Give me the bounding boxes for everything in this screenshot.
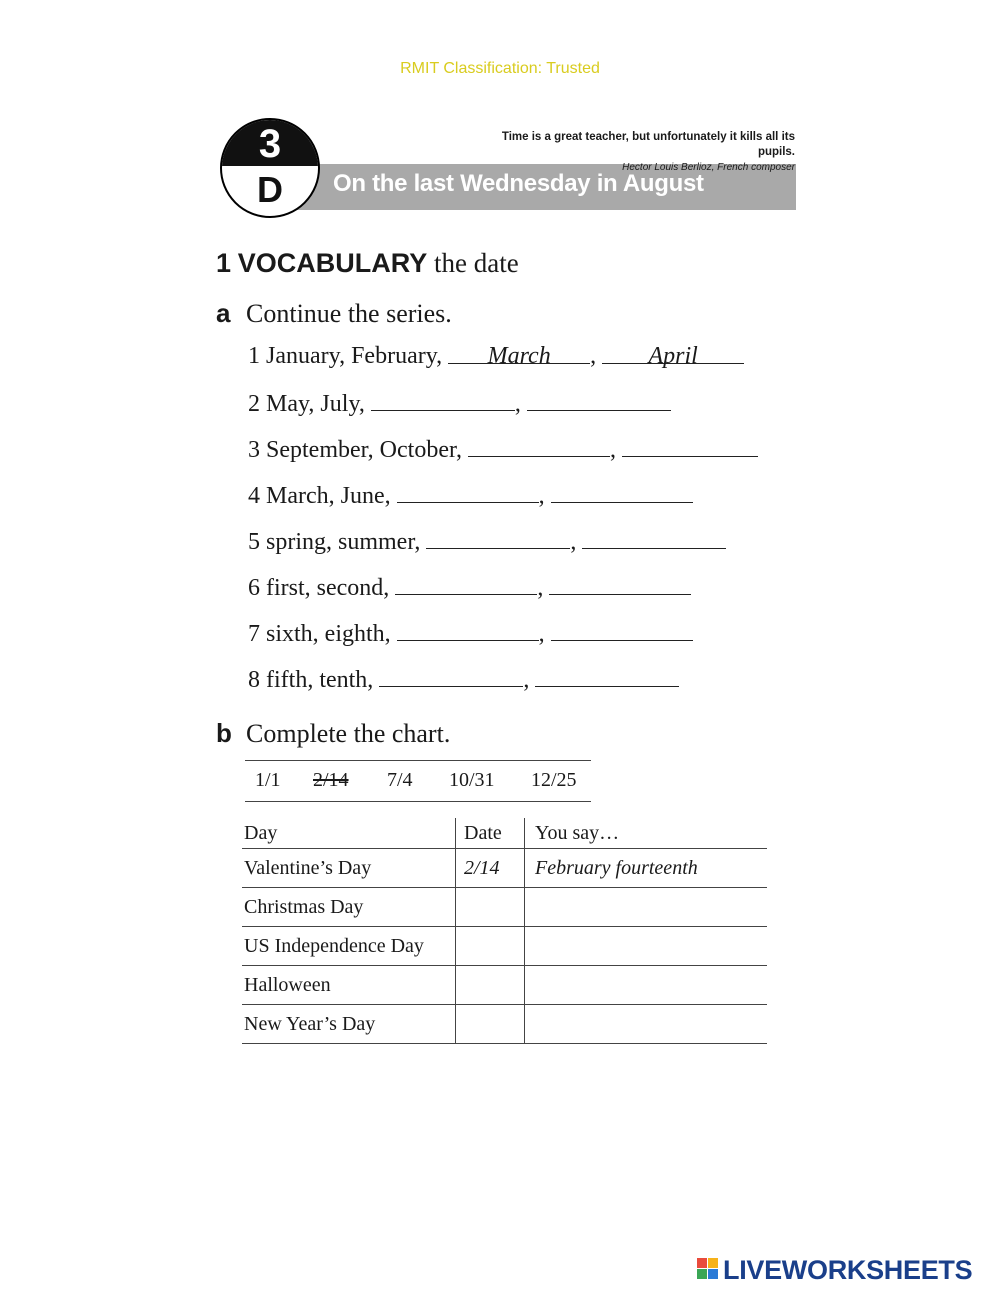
series-item-number: 5	[248, 529, 260, 555]
series-item-prompt: first, second,	[266, 575, 390, 601]
unit-number: 3	[258, 122, 282, 166]
series-item-number: 8	[248, 667, 260, 693]
date-cell[interactable]	[456, 966, 525, 1005]
quote-block	[470, 130, 795, 175]
series-answer-1[interactable]	[397, 482, 539, 503]
comma: ,	[538, 483, 551, 509]
series-item-prompt: March, June,	[266, 483, 391, 509]
series-item	[248, 574, 691, 602]
series-answer-1[interactable]	[395, 574, 537, 595]
header-you-say: You say…	[525, 818, 768, 849]
series-item-prompt: January, February,	[266, 343, 443, 369]
day-cell: New Year’s Day	[242, 1005, 456, 1044]
series-item-number: 2	[248, 391, 260, 417]
series-item	[248, 666, 679, 694]
series-item-number: 3	[248, 437, 260, 463]
series-item	[248, 528, 726, 556]
classification-label: RMIT Classification: Trusted	[400, 60, 600, 77]
series-item-number: 4	[248, 483, 260, 509]
comma: ,	[570, 529, 583, 555]
series-item-number: 7	[248, 621, 260, 647]
unit-letter: D	[257, 169, 283, 210]
you-say-cell[interactable]	[525, 966, 768, 1005]
series-item-number: 1	[248, 343, 260, 369]
comma: ,	[538, 621, 551, 647]
quote-author: Hector Louis Berlioz, French composer	[622, 162, 795, 173]
unit-badge	[220, 118, 320, 218]
comma: ,	[610, 437, 623, 463]
section-heading	[216, 248, 519, 279]
section-title-rest: the date	[434, 248, 519, 278]
series-item	[248, 620, 693, 648]
part-a-letter: a	[216, 298, 231, 328]
comma: ,	[537, 575, 550, 601]
series-item-prompt: September, October,	[266, 437, 463, 463]
table-row	[242, 966, 767, 1005]
table-row	[242, 888, 767, 927]
day-cell: Halloween	[242, 966, 456, 1005]
part-a-heading	[216, 298, 452, 329]
chart-header-row	[242, 818, 767, 849]
series-item	[248, 390, 671, 418]
comma: ,	[590, 343, 603, 369]
series-answer-2[interactable]	[622, 436, 758, 457]
series-answer-2[interactable]	[582, 528, 726, 549]
series-answer-2[interactable]	[527, 390, 671, 411]
series-item	[248, 436, 758, 464]
liveworksheets-logo-icon	[697, 1258, 719, 1280]
series-answer-2[interactable]	[551, 620, 693, 641]
series-answer-1[interactable]	[379, 666, 523, 687]
comma: ,	[523, 667, 536, 693]
day-cell: Valentine’s Day	[242, 849, 456, 888]
header-day: Day	[242, 818, 456, 849]
part-b-heading	[216, 718, 450, 749]
you-say-cell[interactable]: February fourteenth	[525, 849, 768, 888]
word-box-item: 7/4	[387, 769, 413, 791]
series-item-number: 6	[248, 575, 260, 601]
part-b-letter: b	[216, 718, 232, 748]
day-cell: US Independence Day	[242, 927, 456, 966]
table-row	[242, 1005, 767, 1044]
you-say-cell[interactable]	[525, 888, 768, 927]
series-answer-1[interactable]: March	[448, 343, 590, 364]
date-cell[interactable]	[456, 888, 525, 927]
comma: ,	[514, 391, 527, 417]
series-item	[248, 343, 744, 370]
part-b-instruction: Complete the chart.	[246, 719, 451, 748]
liveworksheets-logo-text: LIVEWORKSHEETS	[723, 1255, 973, 1285]
part-a-instruction: Continue the series.	[246, 299, 452, 328]
header-date: Date	[456, 818, 525, 849]
date-cell[interactable]	[456, 1005, 525, 1044]
table-row	[242, 849, 767, 888]
series-answer-1[interactable]	[397, 620, 539, 641]
series-item-prompt: fifth, tenth,	[266, 667, 374, 693]
section-number: 1	[216, 248, 232, 278]
series-item-prompt: May, July,	[266, 391, 365, 417]
series-answer-1[interactable]	[468, 436, 610, 457]
section-title-bold: VOCABULARY	[237, 248, 428, 278]
word-box-item: 1/1	[255, 769, 281, 791]
unit-title: On the last Wednesday in August	[333, 170, 704, 197]
word-box-item: 10/31	[449, 769, 495, 791]
day-cell: Christmas Day	[242, 888, 456, 927]
series-item-prompt: sixth, eighth,	[266, 621, 391, 647]
series-answer-1[interactable]	[371, 390, 515, 411]
table-row	[242, 927, 767, 966]
date-cell[interactable]: 2/14	[456, 849, 525, 888]
you-say-cell[interactable]	[525, 927, 768, 966]
word-box	[245, 760, 591, 802]
series-answer-2[interactable]	[535, 666, 679, 687]
word-box-item: 2/14	[313, 769, 349, 791]
series-item-prompt: spring, summer,	[266, 529, 421, 555]
word-box-item: 12/25	[531, 769, 577, 791]
quote-text: Time is a great teacher, but unfortunately it kills all its pupils.	[501, 131, 795, 158]
date-cell[interactable]	[456, 927, 525, 966]
dates-chart	[242, 818, 767, 1044]
series-answer-2[interactable]: April	[602, 343, 744, 364]
series-item	[248, 482, 693, 510]
series-answer-1[interactable]	[426, 528, 570, 549]
series-answer-2[interactable]	[551, 482, 693, 503]
series-answer-2[interactable]	[549, 574, 691, 595]
you-say-cell[interactable]	[525, 1005, 768, 1044]
